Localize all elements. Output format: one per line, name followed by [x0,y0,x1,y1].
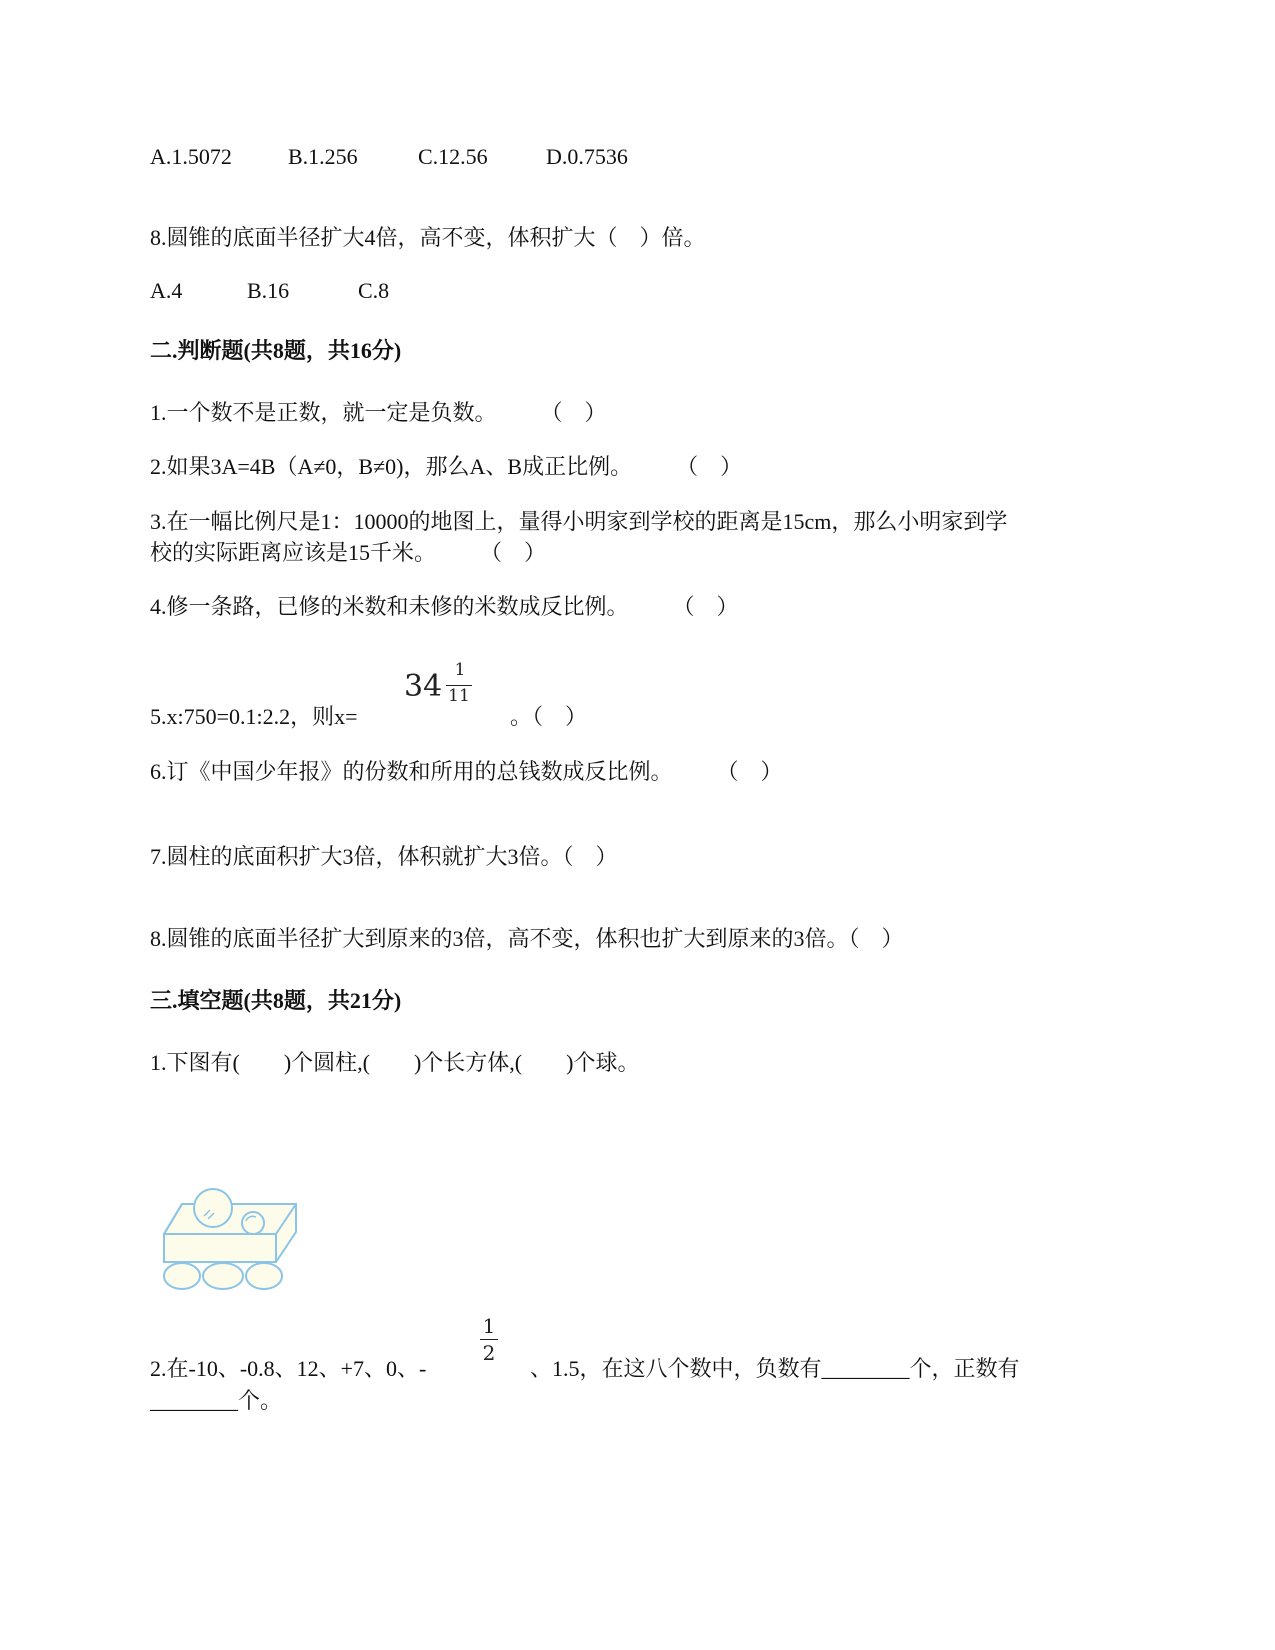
q8-option-b: B.16 [247,278,290,303]
judge-question-6: 6.订《中国少年报》的份数和所用的总钱数成反比例。 （ ） [150,759,783,784]
judge-question-1: 1.一个数不是正数，就一定是负数。 （ ） [150,400,607,425]
cylinder-3 [246,1263,282,1289]
ball-large [194,1189,232,1227]
q8-option-c: C.8 [358,278,390,303]
judge-question-3-line-1: 3.在一幅比例尺是1：10000的地图上，量得小明家到学校的距离是15cm，那么小明家到学 [150,509,1008,534]
cylinder-1 [164,1263,200,1289]
fraction-denominator: 2 [482,1341,496,1365]
section-2-title: 二.判断题(共8题，共16分) [150,338,402,363]
q7-option-c: C.12.56 [418,144,488,169]
fraction-numerator: 1 [482,1314,496,1338]
judge-question-4: 4.修一条路，已修的米数和未修的米数成反比例。 （ ） [150,594,739,619]
judge-question-5-prefix: 5.x:750=0.1:2.2，则x= [150,704,358,729]
judge-question-5-suffix: 。（ ） [510,704,588,729]
fraction-bar [480,1339,498,1340]
q8-option-a: A.4 [150,278,183,303]
judge-question-2: 2.如果3A=4B（A≠0，B≠0)，那么A、B成正比例。 （ ） [150,454,743,479]
cylinder-2 [203,1263,243,1289]
q7-option-b: B.1.256 [288,144,358,169]
question-8: 8.圆锥的底面半径扩大4倍，高不变，体积扩大（ ）倍。 [150,225,706,250]
judge-question-8: 8.圆锥的底面半径扩大到原来的3倍，高不变，体积也扩大到原来的3倍。（ ） [150,926,904,951]
q7-option-a: A.1.5072 [150,144,232,169]
fill-question-2-line-2: ________个。 [150,1388,283,1413]
mixed-number-denominator: 11 [448,686,470,706]
section-3-title: 三.填空题(共8题，共21分) [150,988,402,1013]
fill-question-2-prefix: 2.在-10、-0.8、12、+7、0、- [150,1356,427,1381]
mixed-number-numerator: 1 [454,660,466,680]
q7-option-d: D.0.7536 [546,144,628,169]
shapes-figure [158,1188,308,1298]
judge-question-3-line-2: 校的实际距离应该是15千米。 （ ） [150,540,547,565]
fill-question-1: 1.下图有( )个圆柱,( )个长方体,( )个球。 [150,1050,640,1075]
mixed-number-whole: 34 [404,669,443,704]
ball-small [242,1212,264,1234]
judge-question-7: 7.圆柱的底面积扩大3倍，体积就扩大3倍。（ ） [150,844,618,869]
fill-question-2-suffix: 、1.5，在这八个数中，负数有________个，正数有 [530,1356,1020,1381]
